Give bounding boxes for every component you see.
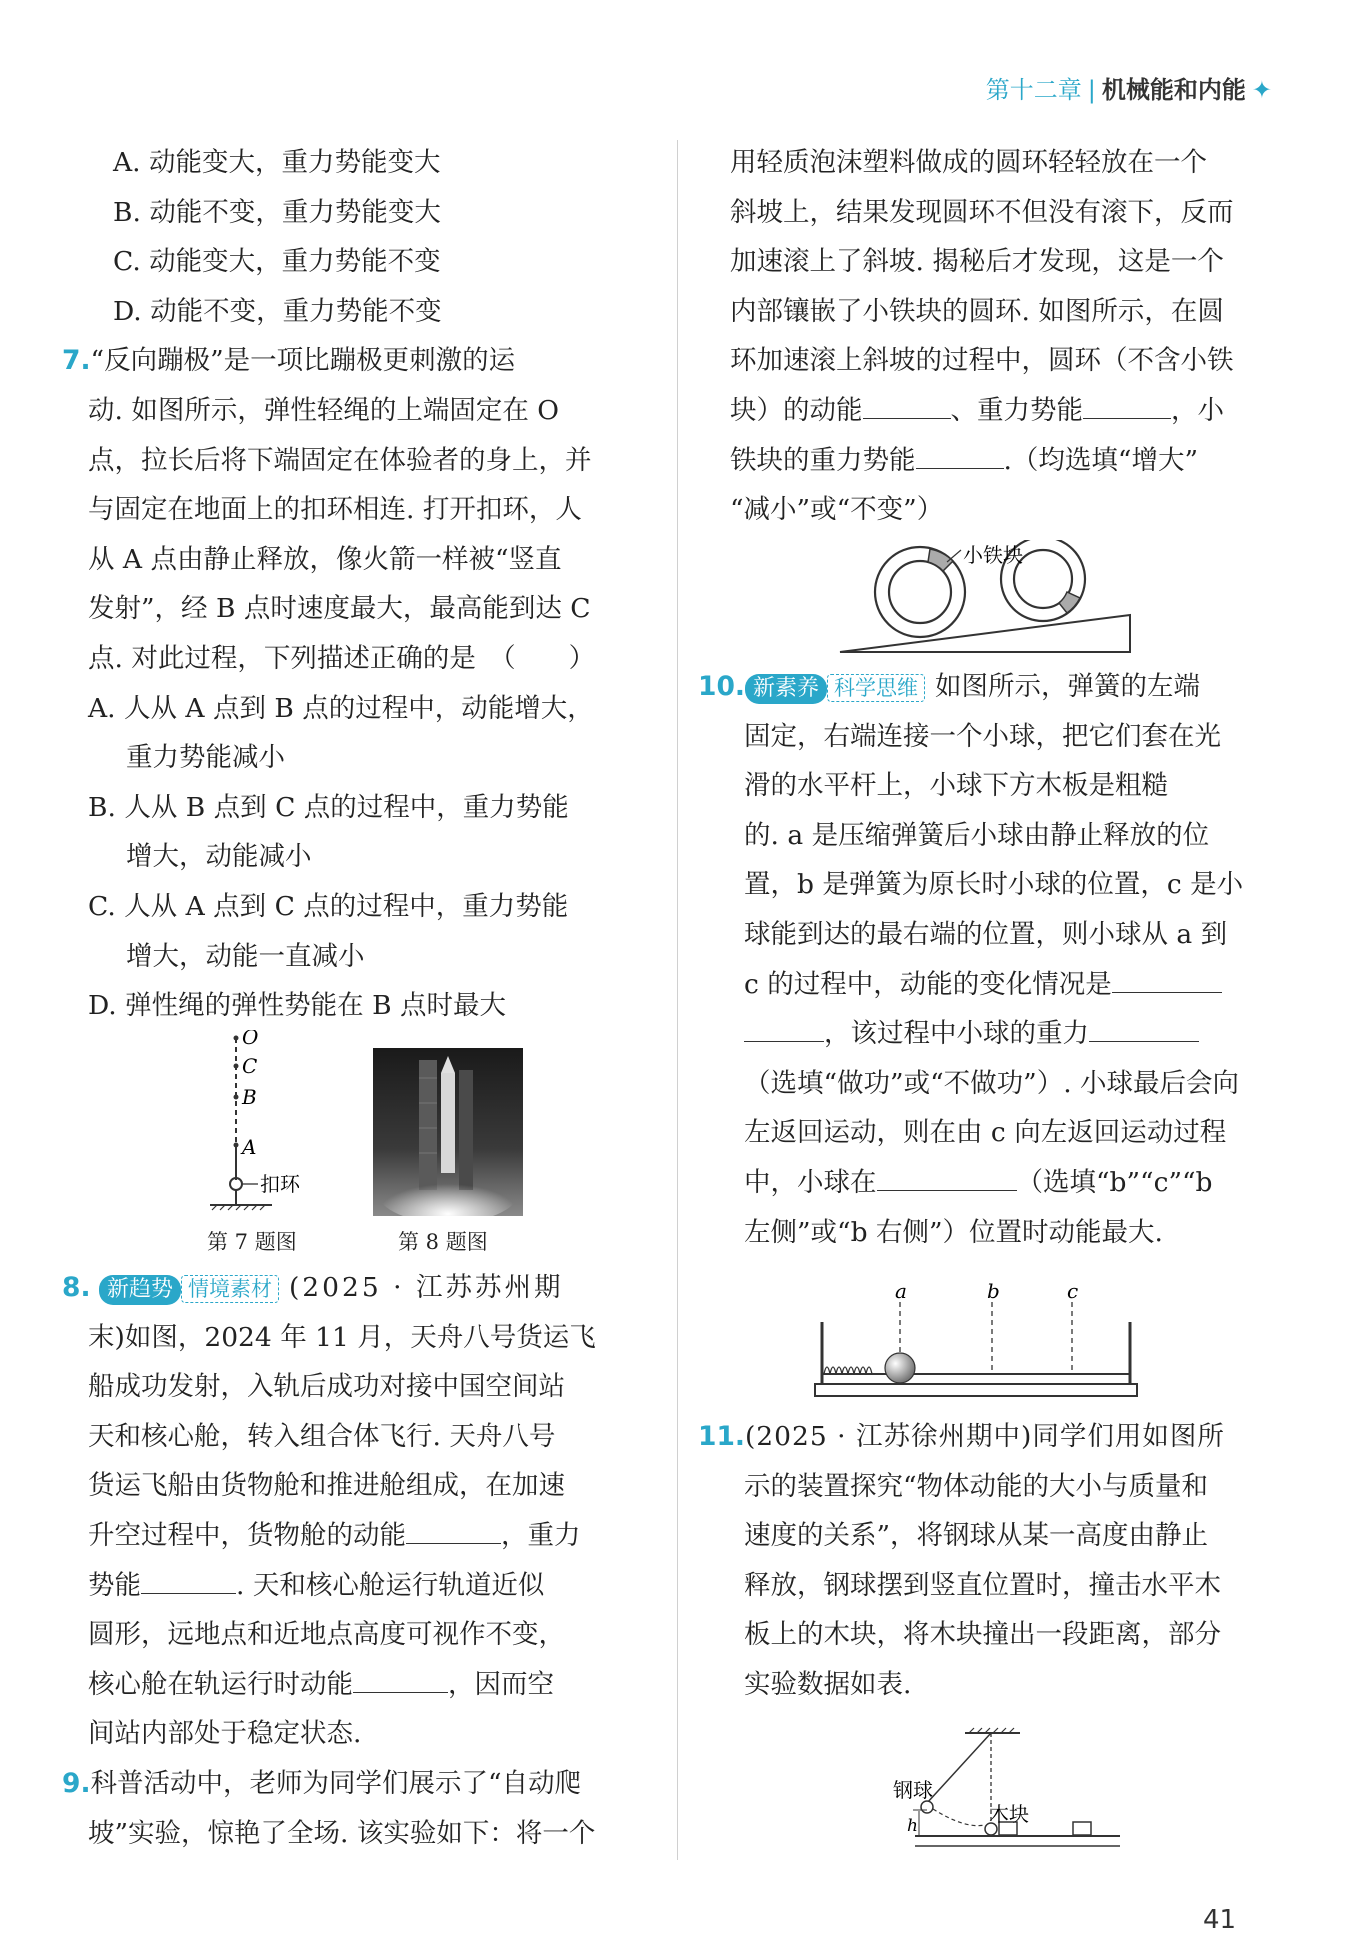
q9-line-6: 内部镶嵌了小铁块的圆环. 如图所示，在圆 xyxy=(730,295,1224,327)
q7-option-b-2: 增大，动能减小 xyxy=(126,841,312,873)
q9-line-5: 加速滚上了斜坡. 揭秘后才发现，这是一个 xyxy=(730,246,1224,278)
q10-line-9: （选填“做功”或“不做功”）. 小球最后会向 xyxy=(744,1067,1240,1099)
page-number: 41 xyxy=(1203,1905,1237,1935)
header-separator: | xyxy=(1087,76,1096,104)
q10-line-8: ，该过程中小球的重力 xyxy=(698,1009,1270,1059)
q9-continued xyxy=(730,138,1275,535)
q11-number: 11. xyxy=(698,1421,745,1452)
chapter-header xyxy=(986,70,1272,105)
q8-tag-new-trend: 新趋势 xyxy=(99,1275,181,1305)
q8-line-9: 核心舱在轨运行时动能 ，因而空 xyxy=(88,1668,554,1700)
q9-blank-2[interactable] xyxy=(1083,394,1171,419)
q8-line-2: 末)如图，2024 年 11 月，天舟八号货运飞 xyxy=(88,1321,596,1353)
q10-line-1: 10. 新素养 科学思维 如图所示，弹簧的左端 xyxy=(698,671,1200,702)
q8-number: 8. xyxy=(62,1272,91,1303)
q8-blank-3[interactable] xyxy=(353,1668,448,1693)
q11-line-5: 板上的木块，将木块撞出一段距离，部分 xyxy=(744,1619,1221,1651)
q9-line-2: 坡”实验，惊艳了全场. 该实验如下：将一个 xyxy=(88,1817,596,1849)
q7-label-o: O xyxy=(242,1030,259,1049)
q8-line-10: 间站内部处于稳定状态. xyxy=(88,1718,362,1750)
q7-label-ring: 扣环 xyxy=(260,1172,300,1196)
q6-option-c: C. 动能变大，重力势能不变 xyxy=(113,246,441,278)
q10-blank-2[interactable] xyxy=(1089,1017,1199,1042)
q7-line-4: 与固定在地面上的扣环相连. 打开扣环，人 xyxy=(88,494,582,526)
q9-number: 9. xyxy=(62,1767,91,1799)
q10-tag-scientific-thinking: 科学思维 xyxy=(827,674,925,702)
q7-option-a-1: A. 人从 A 点到 B 点的过程中，动能增大， xyxy=(88,692,594,724)
q8-line-1: 8. 新趋势 情境素材 (2025 · 江苏苏州期 xyxy=(62,1272,564,1303)
q7-line-7: 点. 对此过程，下列描述正确的是 （ ） xyxy=(88,642,596,674)
q10-line-4: 的. a 是压缩弹簧后小球由静止释放的位 xyxy=(744,819,1210,851)
q7-line-6: 发射”，经 B 点时速度最大，最高能到达 C xyxy=(88,593,591,625)
q11-line-6: 实验数据如表. xyxy=(744,1668,912,1700)
q8-blank-1[interactable] xyxy=(406,1519,501,1544)
q11-line-4: 释放，钢球摆到竖直位置时，撞击水平木 xyxy=(744,1569,1221,1601)
q10-line-6: 球能到达的最右端的位置，则小球从 a 到 xyxy=(744,918,1228,950)
q10-label-c: c xyxy=(1067,1282,1079,1303)
q11-line-2: 示的装置探究“物体动能的大小与质量和 xyxy=(744,1470,1209,1502)
q10-line-2: 固定，右端连接一个小球，把它们套在光 xyxy=(744,720,1221,752)
q8-line-5: 货运飞船由货物舱和推进舱组成，在加速 xyxy=(88,1470,565,1502)
q7-line-2: 动. 如图所示，弹性轻绳的上端固定在 O xyxy=(88,394,559,426)
q8-line-7: 势能 . 天和核心舱运行轨道近似 xyxy=(88,1569,545,1601)
q8-tag-context: 情境素材 xyxy=(181,1275,279,1303)
q10-line-5: 置，b 是弹簧为原长时小球的位置，c 是小 xyxy=(744,869,1244,901)
q7-line-3: 点，拉长后将下端固定在体验者的身上，并 xyxy=(88,444,592,476)
q10-line-7: c 的过程中，动能的变化情况是 xyxy=(698,960,1270,1010)
q11-label-ball: 钢球 xyxy=(893,1778,933,1802)
q8-line-3: 船成功发射，入轨后成功对接中国空间站 xyxy=(88,1371,565,1403)
q8-line-4: 天和核心舱，转入组合体飞行. 天舟八号 xyxy=(88,1420,556,1452)
q7-caption: 第 7 题图 xyxy=(207,1230,297,1254)
q7-option-d: D. 弹性绳的弹性势能在 B 点时最大 xyxy=(88,990,506,1022)
q10-number: 10. xyxy=(698,671,745,702)
q7-line-1: 7.“反向蹦极”是一项比蹦极更刺激的运 xyxy=(62,345,516,377)
q9-blank-1[interactable] xyxy=(863,394,951,419)
q6-option-b: B. 动能不变，重力势能变大 xyxy=(113,196,441,228)
q8-block xyxy=(62,1263,660,1858)
q9-line-9: 铁块的重力势能 .（均选填“增大” xyxy=(730,444,1199,476)
q10-line-11: 中，小球在 （选填“b”“c”“b xyxy=(744,1166,1213,1198)
q11-label-block: 木块 xyxy=(989,1802,1029,1826)
q7-option-c-1: C. 人从 A 点到 C 点的过程中，重力势能 xyxy=(88,890,569,922)
q8-line-8: 圆形，远地点和近地点高度可视作不变， xyxy=(88,1619,565,1651)
q10-label-a: a xyxy=(895,1282,907,1303)
q9-line-7: 环加速滚上斜坡的过程中，圆环（不含小铁 xyxy=(730,345,1234,377)
q7-label-a: A xyxy=(242,1135,257,1159)
q11-label-h: h xyxy=(907,1816,918,1836)
q6-option-a: A. 动能变大，重力势能变大 xyxy=(113,147,441,178)
q10-blank-1b[interactable] xyxy=(744,1017,824,1042)
q10-line-3: 滑的水平杆上，小球下方木板是粗糙 xyxy=(744,770,1168,802)
q11-line-1: 11.(2025 · 江苏徐州期中)同学们用如图所 xyxy=(698,1421,1225,1452)
q9-line-8: 块）的动能 、重力势能 ，小 xyxy=(730,394,1224,426)
q10-line-12: 左侧”或“b 右侧”）位置时动能最大. xyxy=(744,1216,1163,1248)
q8-photo xyxy=(373,1048,523,1216)
left-column xyxy=(62,138,660,1031)
q7-label-c: C xyxy=(242,1054,258,1078)
q8-caption: 第 8 题图 xyxy=(398,1230,488,1254)
q7-option-c-2: 增大，动能一直减小 xyxy=(126,940,365,972)
q10-label-b: b xyxy=(987,1282,1000,1303)
q9-line-10: “减小”或“不变”） xyxy=(730,494,944,526)
column-divider xyxy=(677,140,678,1860)
star-icon: ✦ xyxy=(1251,76,1272,104)
q10-figure xyxy=(810,1282,1150,1402)
chapter-title: 机械能和内能 xyxy=(1101,76,1246,104)
q10-block xyxy=(698,662,1270,1257)
q9-figure xyxy=(835,540,1135,658)
q7-line-5: 从 A 点由静止释放，像火箭一样被“竖直 xyxy=(88,543,562,575)
q8-blank-2[interactable] xyxy=(141,1569,236,1594)
q7-number: 7. xyxy=(62,345,91,377)
q9-line-4: 斜坡上，结果发现圆环不但没有滚下，反而 xyxy=(730,196,1234,228)
q7-figure xyxy=(200,1030,330,1220)
q7-option-b-1: B. 人从 B 点到 C 点的过程中，重力势能 xyxy=(88,791,569,823)
q10-line-10: 左返回运动，则在由 c 向左返回运动过程 xyxy=(744,1117,1227,1149)
q9-line-3: 用轻质泡沫塑料做成的圆环轻轻放在一个 xyxy=(730,147,1207,178)
q8-line-6: 升空过程中，货物舱的动能 ，重力 xyxy=(88,1519,581,1551)
chapter-number: 第十二章 xyxy=(985,76,1082,104)
q6-option-d: D. 动能不变，重力势能不变 xyxy=(113,295,442,327)
q9-line-1: 9.科普活动中，老师为同学们展示了“自动爬 xyxy=(62,1767,582,1799)
q11-figure xyxy=(885,1725,1125,1850)
q10-tag-new-literacy: 新素养 xyxy=(745,674,827,704)
q10-blank-1[interactable] xyxy=(1112,968,1222,993)
q10-blank-3[interactable] xyxy=(877,1166,1017,1191)
q7-option-a-2: 重力势能减小 xyxy=(126,742,285,774)
q11-block xyxy=(698,1412,1270,1710)
q9-blank-3[interactable] xyxy=(916,444,1004,469)
q9-label-iron: 小铁块 xyxy=(963,543,1023,567)
q7-label-b: B xyxy=(242,1085,257,1109)
q11-line-3: 速度的关系”，将钢球从某一高度由静止 xyxy=(744,1520,1209,1552)
